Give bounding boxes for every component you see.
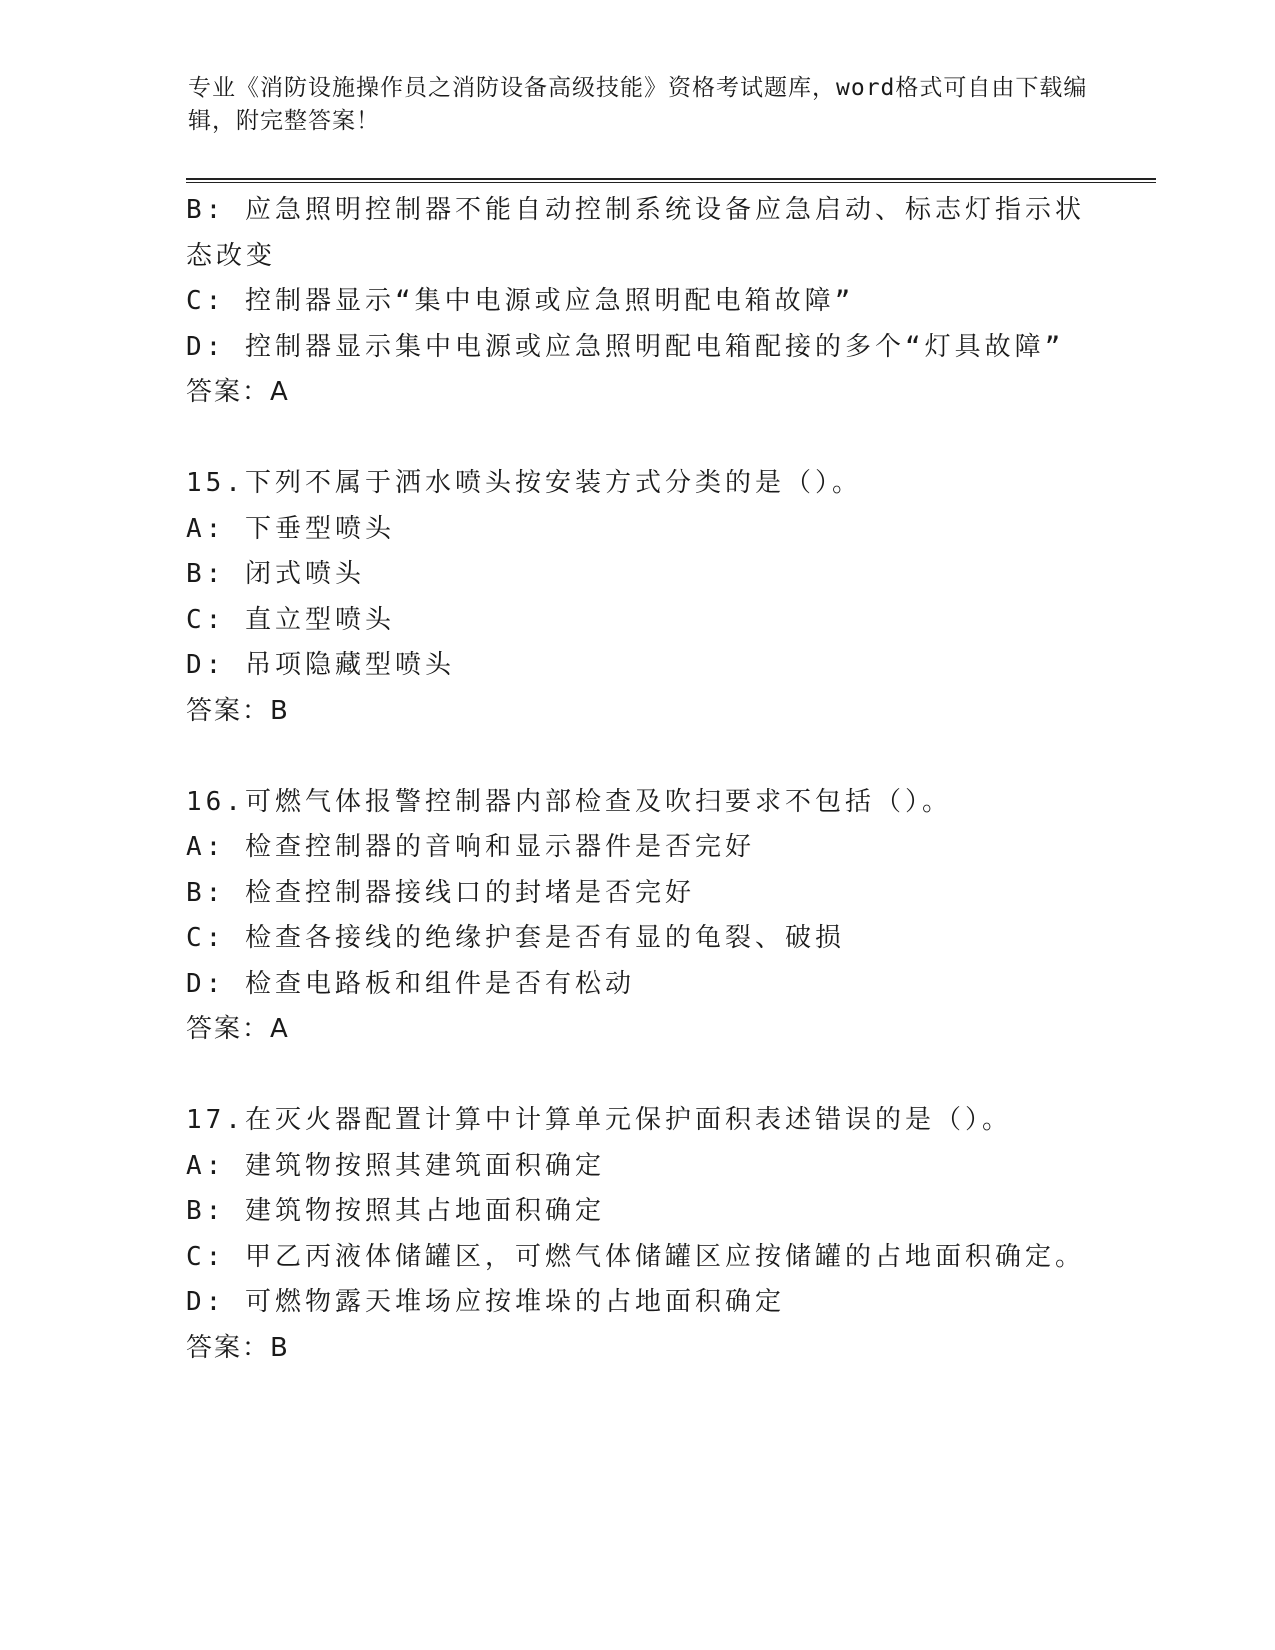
question-list (186, 188, 1106, 1371)
option-b: B: 应急照明控制器不能自动控制系统设备应急启动、标志灯指示状态改变 (186, 195, 1085, 271)
option-d: D: 可燃物露天堆场应按堆垛的占地面积确定 (186, 1287, 785, 1317)
option-c: C: 控制器显示“集中电源或应急照明配电箱故障” (186, 286, 855, 316)
spacer (186, 416, 1106, 462)
spacer (186, 1053, 1106, 1099)
question-14-continued (186, 188, 1106, 416)
option-a: A: 下垂型喷头 (186, 513, 395, 544)
question-stem: 17.在灭火器配置计算中计算单元保护面积表述错误的是（）。 (186, 1105, 1012, 1135)
option-a: A: 检查控制器的音响和显示器件是否完好 (186, 832, 755, 862)
question-15 (186, 461, 1106, 734)
option-b: B: 建筑物按照其占地面积确定 (186, 1196, 605, 1226)
question-17 (186, 1098, 1106, 1371)
option-c: C: 甲乙丙液体储罐区，可燃气体储罐区应按储罐的占地面积确定。 (186, 1241, 1085, 1272)
option-b: B: 闭式喷头 (186, 559, 365, 589)
answer: 答案：A (186, 1014, 290, 1044)
option-d: D: 检查电路板和组件是否有松动 (186, 968, 635, 999)
option-c: C: 直立型喷头 (186, 604, 395, 635)
answer: 答案：A (186, 377, 290, 407)
question-stem: 16.可燃气体报警控制器内部检查及吹扫要求不包括（）。 (186, 786, 952, 817)
option-b: B: 检查控制器接线口的封堵是否完好 (186, 877, 695, 908)
option-c: C: 检查各接线的绝缘护套是否有显的龟裂、破损 (186, 923, 845, 953)
option-d: D: 控制器显示集中电源或应急照明配电箱配接的多个“灯具故障” (186, 331, 1065, 362)
option-d: D: 吊项隐藏型喷头 (186, 650, 455, 680)
option-a: A: 建筑物按照其建筑面积确定 (186, 1150, 605, 1181)
question-stem: 15.下列不属于洒水喷头按安装方式分类的是（）。 (186, 468, 862, 498)
document-header: 专业《消防设施操作员之消防设备高级技能》资格考试题库，word格式可自由下载编辑，附完整答案！ (188, 75, 1088, 134)
header-divider (186, 178, 1156, 183)
answer: 答案：B (186, 695, 290, 726)
answer: 答案：B (186, 1332, 290, 1363)
spacer (186, 734, 1106, 780)
question-16 (186, 780, 1106, 1053)
